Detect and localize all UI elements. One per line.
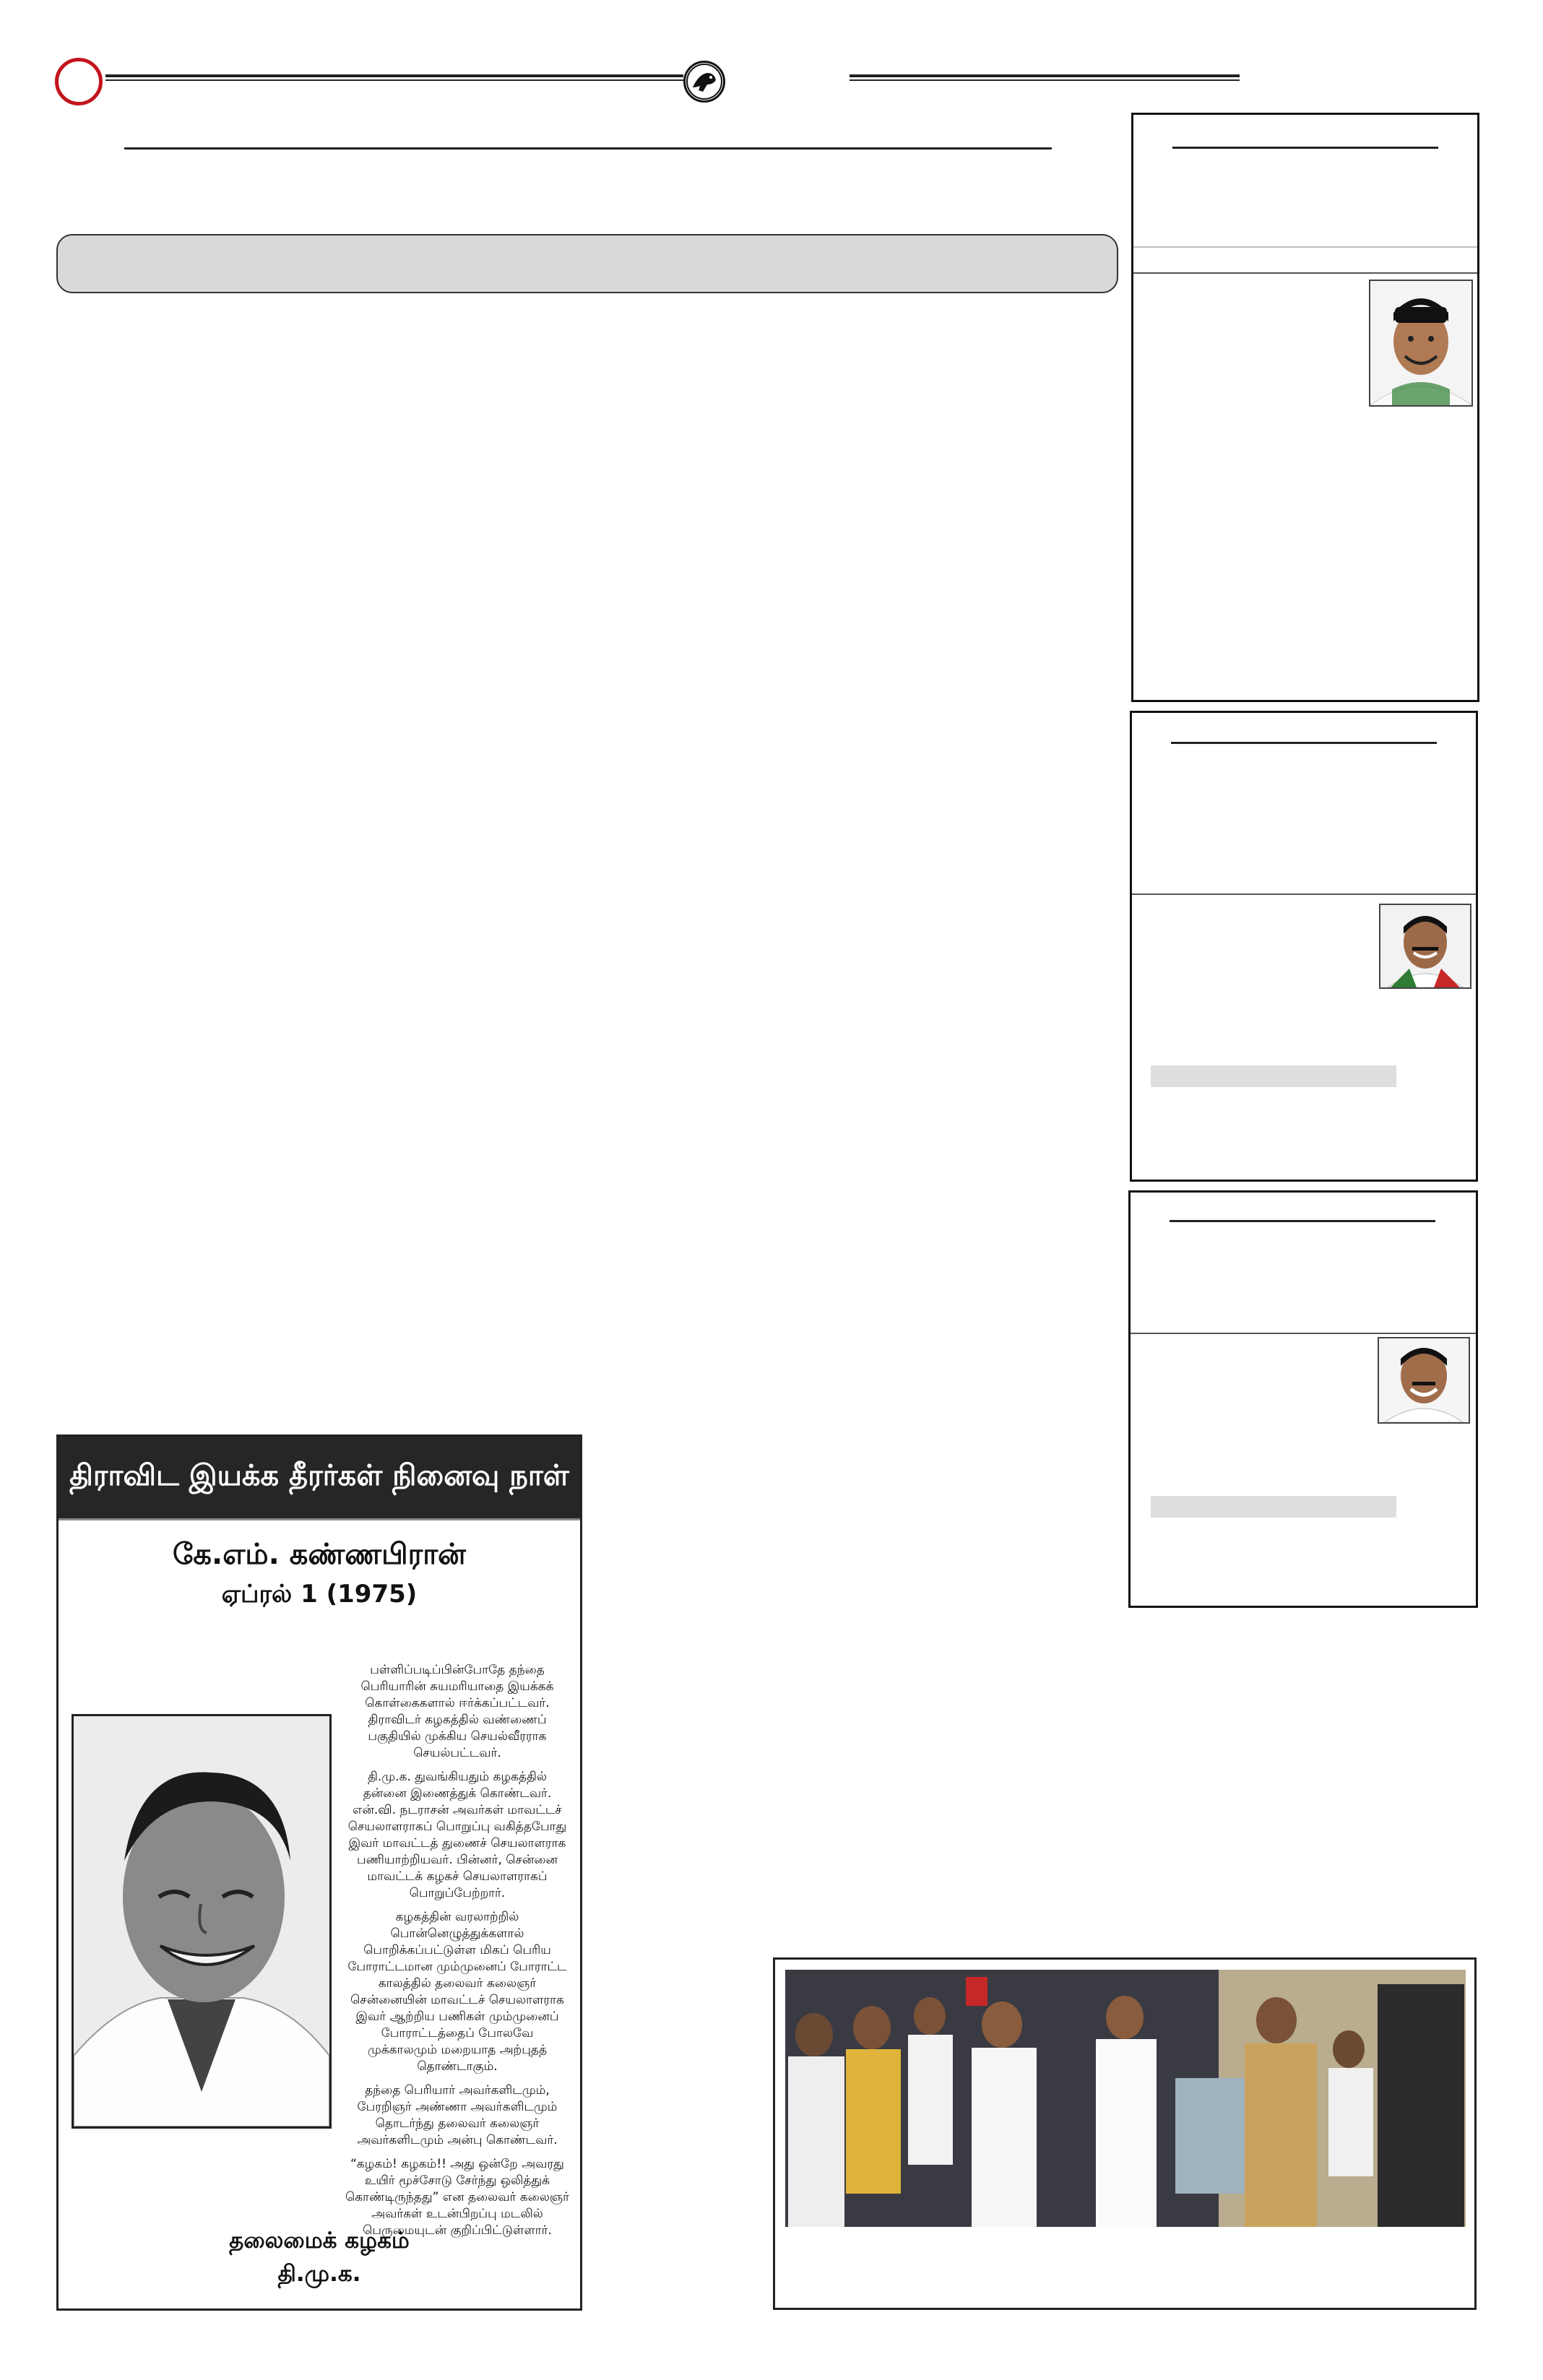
sidebar-box-1-title-rule [1172,147,1438,149]
crowd-photo-icon [785,1970,1466,2227]
masthead-rule-left [105,74,683,77]
sidebar-box-2-highlight-bar [1151,1065,1396,1087]
portrait-headshot-3 [1378,1337,1470,1424]
portrait-headshot-2 [1379,904,1471,989]
headline-underline [124,147,1052,150]
event-photo-frame [773,1957,1477,2310]
bio-paragraph: “கழகம்! கழகம்!! அது ஒன்றே அவரது உயிர் மூச்சோடு சேர்ந்து ஒலித்துக் கொண்டிருந்தது” என தலைவர் கலைஞர் அவர்கள் உடன்பிறப்பு மடலில் பெருமையுடன் குறிப்பிட்டுள்ளார். [345,2157,570,2238]
memorial-notice-signature [59,2224,580,2290]
sidebar-box-3-divider [1131,1333,1476,1334]
memorial-notice-bio [345,1662,570,2246]
bio-paragraph: பள்ளிப்படிப்பின்போதே தந்தை பெரியாரின் சுயமரியாதை இயக்கக் கொள்கைகளால் ஈர்க்கப்பட்டவர். திராவிடர் கழகத்தில் வண்ணைப் பகுதியில் முக்கிய செயல்வீரராக செயல்பட்டவர். [360,1663,554,1760]
bio-paragraph: தி.மு.க. துவங்கியதும் கழகத்தில் தன்னை இணைத்துக் கொண்டவர். என்.வி. நடராசன் அவர்கள் மாவட்டச் செயலாளராகப் பொறுப்பு வகித்தபோது இவர் மாவட்டத் துணைச் செயலாளராக பணியாற்றியவர். பின்னர், சென்னை மாவட்டக் கழகச் செயலாளராகப் பொறுப்பேற்றார். [347,1770,567,1900]
bio-paragraph: தந்தை பெரியார் அவர்களிடமும், பேரறிஞர் அண்ணா அவர்களிடமும் தொடர்ந்து தலைவர் கலைஞர் அவர்களிடமும் அன்பு கொண்டவர். [357,2083,558,2147]
signature-line-1: தலைமைக் கழகம் [229,2228,410,2254]
rising-sun-emblem-icon [683,61,725,103]
sidebar-box-2-title-rule [1171,742,1437,744]
masthead-rule-right-thin [850,79,1240,81]
memorial-notice-header: திராவிட இயக்க தீரர்கள் நினைவு நாள் [59,1437,580,1520]
sidebar-box-1 [1131,113,1479,702]
memorial-notice-date: ஏப்ரல் 1 (1975) [221,1580,418,1609]
page-number-marker [55,58,103,105]
portrait-headshot-1 [1369,280,1473,407]
sidebar-box-3 [1128,1190,1478,1608]
bio-paragraph: கழகத்தின் வரலாற்றில் பொன்னெழுத்துக்களால் பொறிக்கப்பட்டுள்ள மிகப் பெரிய போராட்டமான மும்முனைப் போராட்ட காலத்தில் தலைவர் கலைஞர் சென்னையின் மாவட்டச் செயலாளராக இவர் ஆற்றிய பணிகள் மும்முனைப் போராட்டத்தைப் போலவே முக்காலமும் மறையாத அற்புதத் தொண்டாகும். [347,1910,567,2074]
memorial-notice [56,1435,582,2311]
sidebar-box-1-divider-2 [1133,272,1477,274]
sidebar-box-2 [1130,711,1478,1182]
sidebar-box-1-divider [1133,246,1477,248]
sidebar-box-3-title-rule [1170,1220,1435,1222]
sidebar-box-3-highlight-bar [1151,1496,1396,1518]
masthead-rule-left-thin [105,79,683,81]
signature-line-2: தி.மு.க. [277,2261,361,2287]
section-banner [56,234,1118,293]
masthead-rule-right [850,74,1240,77]
memorial-notice-name: கே.எம். கண்ணபிரான் [173,1538,466,1571]
memorial-portrait-photo [72,1714,332,2129]
sidebar-box-2-divider [1132,893,1476,895]
